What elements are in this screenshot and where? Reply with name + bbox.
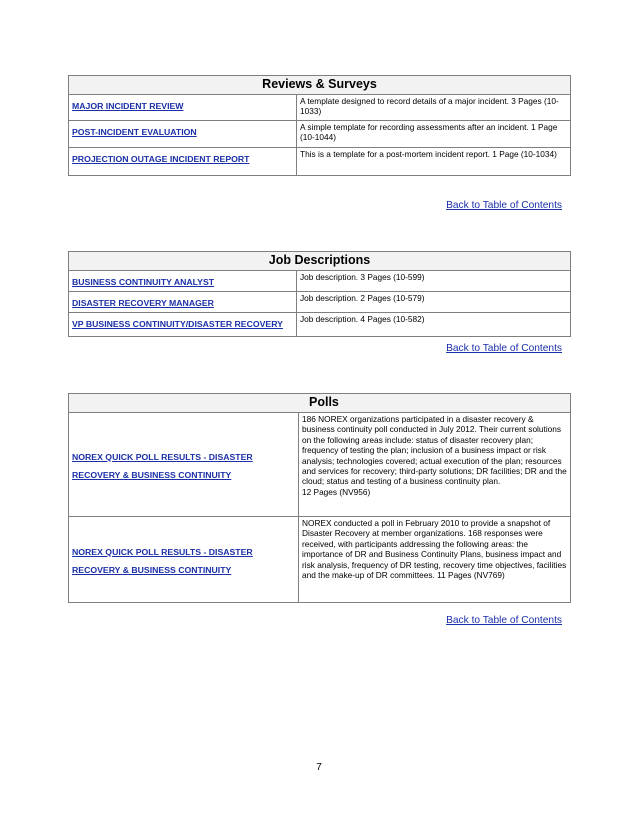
major-incident-review-link[interactable]: MAJOR INCIDENT REVIEW [72,101,184,111]
jobs-title: Job Descriptions [69,252,571,271]
table-row [69,148,297,176]
table-row [69,95,297,121]
polls-section [68,393,570,603]
reviews-title: Reviews & Surveys [69,76,571,95]
jobs-table [68,251,571,337]
post-incident-evaluation-link[interactable]: POST-INCIDENT EVALUATION [72,127,197,137]
table-row [69,292,297,313]
disaster-recovery-manager-link[interactable]: DISASTER RECOVERY MANAGER [72,298,214,308]
business-continuity-analyst-link[interactable]: BUSINESS CONTINUITY ANALYST [72,277,215,287]
jobs-section [68,251,570,337]
row-description [299,413,571,517]
reviews-section [68,75,570,176]
back-to-toc-link[interactable]: Back to Table of Contents [446,343,562,354]
table-row [69,313,297,337]
poll-description: 186 NOREX organizations participated in a disaster recovery & business continuity poll conducted in July 2012. Their current solutions on the following areas include: status of disaster recovery plan; frequency of testing the plan; inclusion of a business impact or risk analysis; technologies covered; actual execution of the plan; resources and services for recovery; third-party solutions; DR facilities; DR and the cloud; status and testing of a business continuity plan. [302,414,567,487]
norex-poll-2012-link[interactable]: NOREX QUICK POLL RESULTS - DISASTER RECOVERY & BUSINESS CONTINUITY [72,451,253,480]
vp-business-continuity-link[interactable]: VP BUSINESS CONTINUITY/DISASTER RECOVERY [72,319,283,329]
row-description: Job description. 4 Pages (10-582) [297,313,571,337]
projection-outage-report-link[interactable]: PROJECTION OUTAGE INCIDENT REPORT [72,154,250,164]
poll-pages: 12 Pages (NV956) [302,486,371,497]
back-to-toc-link[interactable]: Back to Table of Contents [446,615,562,626]
table-row [69,413,299,517]
polls-title: Polls [69,394,571,413]
table-row [69,121,297,148]
norex-poll-2010-link[interactable]: NOREX QUICK POLL RESULTS - DISASTER RECOVERY & BUSINESS CONTINUITY [72,546,253,575]
table-row [69,517,299,603]
row-description: Job description. 2 Pages (10-579) [297,292,571,313]
polls-table [68,393,571,603]
table-row [69,271,297,292]
row-description: A simple template for recording assessments after an incident. 1 Page (10-1044) [297,121,571,148]
row-description: Job description. 3 Pages (10-599) [297,271,571,292]
row-description: NOREX conducted a poll in February 2010 to provide a snapshot of Disaster Recovery at member organizations. 168 responses were received, with participants addressing the following areas: the importance of DR and Business Continuity Plans, business impact and risk analysis, frequency of DR testing, recovery time objectives, facilities and the make-up of DR committees. 11 Pages (NV769) [299,517,571,603]
reviews-table [68,75,571,176]
page-number: 7 [316,762,322,773]
row-description: This is a template for a post-mortem incident report. 1 Page (10-1034) [297,148,571,176]
back-to-toc-link[interactable]: Back to Table of Contents [446,200,562,211]
row-description: A template designed to record details of a major incident. 3 Pages (10-1033) [297,95,571,121]
